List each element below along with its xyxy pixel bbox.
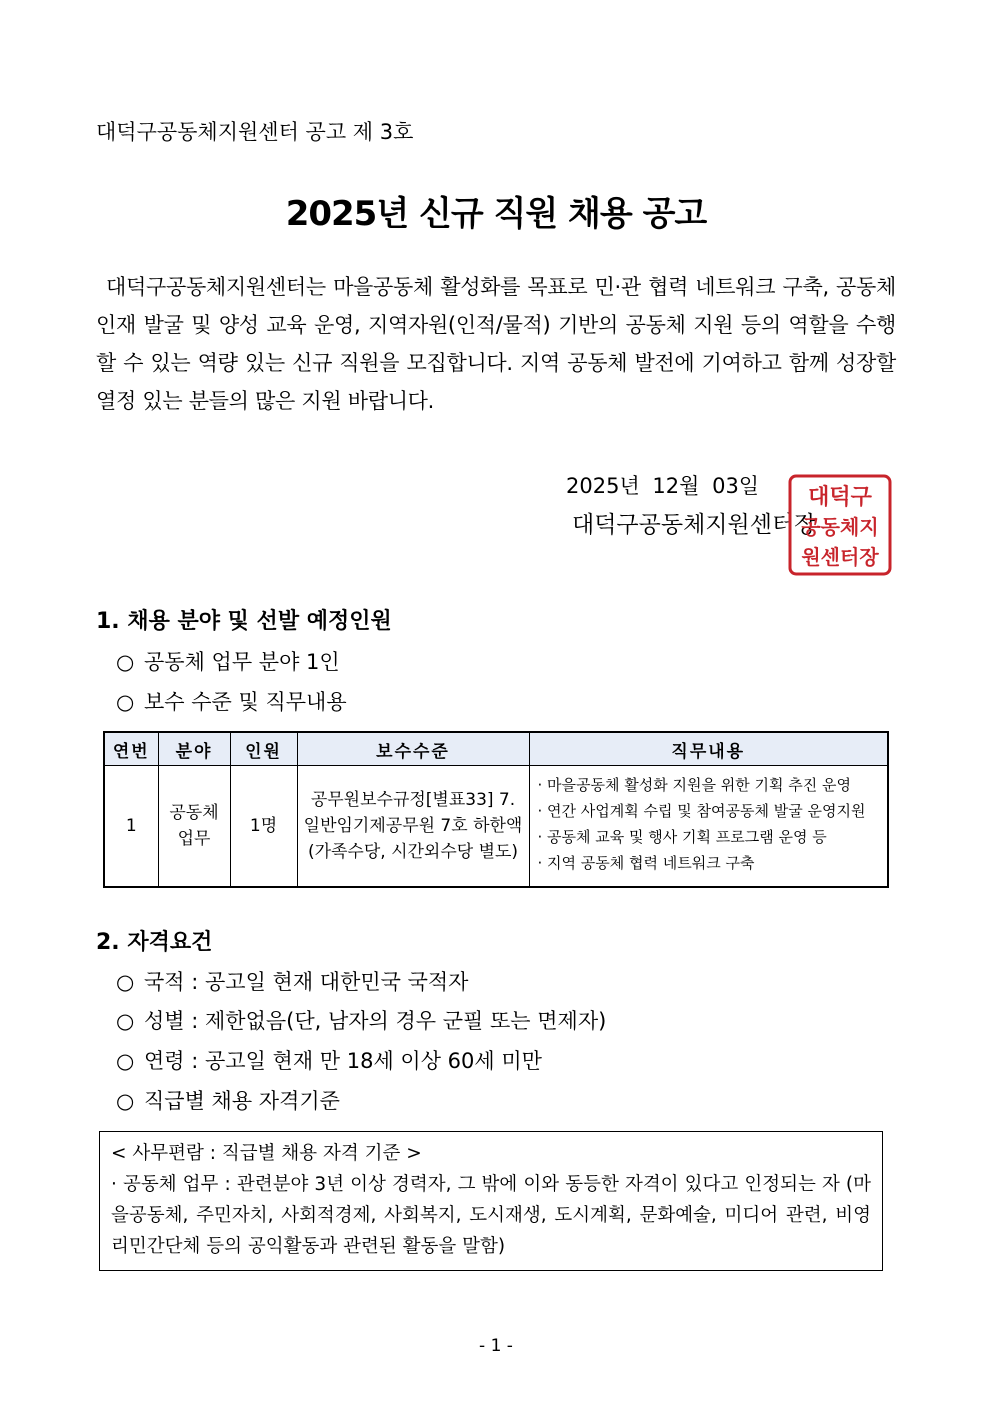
cell-field	[158, 766, 230, 888]
col-header-duties: 직무내용	[529, 732, 888, 766]
field-line: 업무	[177, 829, 211, 849]
note-body: · 공동체 업무 : 관련분야 3년 이상 경력자, 그 밖에 이와 동등한 자격이 있다고 인정되는 자 (마을공동체, 주민자치, 사회적경제, 사회복지, 도시재생, 도시계획, 문화예술, 미디어 관련, 비영리민간단체 등의 공익활동과 관련된 활동을 말함)	[111, 1174, 871, 1257]
section2-bullet	[116, 966, 468, 996]
bullet-text: 직급별 채용 자격기준	[144, 1089, 340, 1113]
cell-count: 1명	[230, 766, 297, 888]
col-header-pay: 보수수준	[297, 732, 529, 766]
col-header-count: 인원	[230, 732, 297, 766]
page-number: - 1 -	[479, 1336, 513, 1356]
table-header-row	[104, 732, 888, 766]
pay-line: (가족수당, 시간외수당 별도)	[307, 842, 519, 862]
bullet-text: 연령 : 공고일 현재 만 18세 이상 60세 미만	[144, 1049, 542, 1073]
cell-no: 1	[104, 766, 158, 888]
bullet-text: 보수 수준 및 직무내용	[144, 690, 347, 714]
issuer-name: 대덕구공동체지원센터장	[572, 512, 817, 538]
bullet-mark: ○	[116, 970, 135, 994]
section2-heading: 2. 자격요건	[96, 930, 213, 955]
cell-pay	[297, 766, 529, 888]
duty-item: · 지역 공동체 협력 네트워크 구축	[538, 850, 882, 876]
note-title: < 사무편람 : 직급별 채용 자격 기준 >	[111, 1143, 422, 1164]
bullet-mark: ○	[116, 1009, 135, 1033]
section2-bullet	[116, 1045, 542, 1075]
pay-line: 공무원보수규정[별표33] 7.	[310, 790, 516, 810]
section1-heading: 1. 채용 분야 및 선발 예정인원	[96, 609, 392, 634]
svg-text:공동체지: 공동체지	[801, 515, 879, 539]
svg-text:원센터장: 원센터장	[801, 545, 879, 569]
bullet-mark: ○	[116, 650, 135, 674]
bullet-mark: ○	[116, 1089, 135, 1113]
bullet-text: 공동체 업무 분야 1인	[144, 650, 340, 674]
duty-item: · 마을공동체 활성화 지원을 위한 기획 추진 운영	[538, 772, 882, 798]
official-seal	[786, 472, 894, 578]
section1-bullet	[116, 686, 347, 716]
qualification-note-box	[99, 1131, 883, 1271]
notice-number: 대덕구공동체지원센터 공고 제 3호	[96, 120, 414, 144]
bullet-text: 성별 : 제한없음(단, 남자의 경우 군필 또는 면제자)	[144, 1009, 607, 1033]
intro-paragraph: 대덕구공동체지원센터는 마을공동체 활성화를 목표로 민·관 협력 네트워크 구축, 공동체 인재 발굴 및 양성 교육 운영, 지역자원(인적/물적) 기반의 공동체 지원 등의 역할을 수행할 수 있는 역량 있는 신규 직원을 모집합니다. 지역 공동체 발전에 기여하고 함께 성장할 열정 있는 분들의 많은 지원 바랍니다.	[96, 275, 896, 413]
jobs-table	[103, 731, 889, 888]
bullet-text: 국적 : 공고일 현재 대한민국 국적자	[144, 970, 469, 994]
duty-item: · 공동체 교육 및 행사 기획 프로그램 운영 등	[538, 824, 882, 850]
bullet-mark: ○	[116, 690, 135, 714]
page-title: 2025년 신규 직원 채용 공고	[285, 194, 707, 234]
col-header-no: 연번	[104, 732, 158, 766]
table-row	[104, 766, 888, 888]
pay-line: 일반임기제공무원 7호 하한액	[303, 816, 523, 836]
duty-item: · 연간 사업계획 수립 및 참여공동체 발굴 운영지원	[538, 798, 882, 824]
bullet-mark: ○	[116, 1049, 135, 1073]
field-line: 공동체	[169, 803, 219, 823]
col-header-field: 분야	[158, 732, 230, 766]
section1-bullet	[116, 646, 340, 676]
section2-bullet	[116, 1005, 606, 1035]
cell-duties	[529, 766, 888, 888]
notice-date: 2025년 12월 03일	[566, 474, 760, 498]
section2-bullet	[116, 1085, 340, 1115]
svg-text:대덕구: 대덕구	[808, 485, 872, 510]
